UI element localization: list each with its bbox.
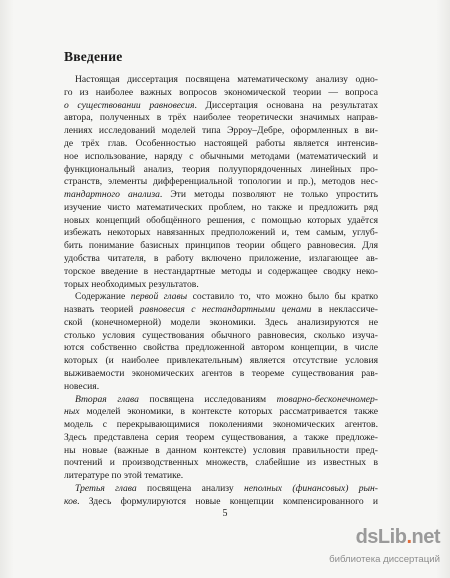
italic-text: первой главы (130, 291, 188, 303)
text-line: функциональный анализ, теория полуупорядоченных линейных про- (64, 163, 378, 175)
text-line: новесия. (64, 380, 100, 392)
text-line: Настоящая диссертация посвящена математическому анализу одно- (75, 74, 378, 85)
text-line: лениях исследований моделей типа Эрроу–Дебре, оформленных в ви- (64, 125, 378, 137)
italic-text: ков (64, 495, 78, 507)
section-heading: Введение (64, 49, 123, 64)
text-line: де трёх глав. Особенностью настоящей работы является интенсив- (64, 137, 378, 149)
text-line: выживаемости экономических агентов в теореме существования рав- (64, 367, 378, 379)
text-line (64, 496, 378, 508)
page-number: 5 (222, 508, 228, 519)
text-line: ны новые (важные в данном контексте) условия правильности пред- (64, 444, 378, 456)
italic-text: равновесия с нестандартными ценами (139, 304, 312, 315)
text-line: столько условия существования обычного равновесия, сколько изуча- (64, 329, 378, 341)
watermark-subtitle: библиотека диссертаций (329, 554, 440, 565)
dslib-watermark (330, 526, 446, 572)
italic-text: неполных (финансовых) рын- (244, 483, 378, 494)
text-line: новых концепций обобщённого решения, с помощью которых удаётся (64, 214, 378, 226)
text-line: бить понимание базисных принципов теории общего равновесия. Для (64, 240, 378, 252)
text-line: удобства читателя, в работу включено приложение, излагающее ав- (64, 252, 378, 264)
logo-dot: . (406, 526, 412, 548)
dslib-logo (356, 526, 440, 549)
text-line (64, 406, 378, 418)
text-segment: . Эти методы позволяют не только упростить (159, 189, 379, 200)
text-segment: составило то, что можно было бы кратко (187, 291, 378, 303)
text-line: торых необходимых результатов. (64, 278, 199, 290)
italic-text: о существовании равновесия (64, 99, 195, 111)
text-line: странств, элементы дифференциальной топологии и пр.), методов нес- (64, 176, 378, 188)
italic-text: Третья глава (75, 483, 137, 494)
text-line: го из наиболее важных вопросов экономической теории — вопроса (64, 86, 378, 98)
text-line (75, 483, 378, 495)
text-line (64, 304, 378, 316)
logo-tld: net (411, 526, 440, 548)
text-line: ются собственно свойства предложенной автором концепции, в числе (64, 342, 378, 354)
text-segment: Содержание (75, 291, 131, 303)
italic-text: тандартного анализа (64, 189, 160, 200)
text-segment: посвящена исследованиям (138, 393, 277, 405)
text-line: изучение чисто математических проблем, но также и предложить ряд (64, 201, 378, 213)
text-line (75, 291, 378, 303)
text-line: автора, полученных в трёх наиболее теоретически значимых направ- (64, 112, 378, 124)
text-segment: . Диссертация основана на результатах (194, 99, 378, 111)
text-line: литературе по этой тематике. (64, 470, 184, 482)
text-line: модель с перекрывающимися поколениями экономических агентов. (64, 419, 378, 431)
text-segment: . Здесь формулируются новые концепции компенсированного и (77, 495, 378, 507)
text-line: ное использование, наряду с обычными методами (математический и (64, 150, 378, 162)
italic-text: Вторая глава (75, 393, 139, 405)
text-segment: в неклассиче- (311, 304, 379, 315)
text-segment: назвать теорией (64, 304, 140, 315)
italic-text: ных (64, 406, 80, 418)
text-line: которых (и наиболее привлекательным) является отсутствие условия (64, 355, 378, 367)
text-line (64, 100, 378, 112)
text-line (75, 394, 378, 406)
text-line (64, 189, 378, 201)
text-line: избежать некоторых навязанных предположений и, тем самым, углуб- (64, 227, 378, 239)
text-line: Здесь представлена серия теорем существования, а также предложе- (64, 431, 378, 443)
text-line: ской (конечномерной) модели экономики. Здесь анализируются не (64, 316, 378, 328)
logo-main: dsLib (355, 526, 407, 548)
text-segment: посвящена анализу (136, 483, 244, 494)
text-segment: моделей экономики, в контексте которых рассматривается также (79, 406, 378, 418)
italic-text: товарно-бесконечномер- (276, 393, 378, 405)
text-line: почтений и производственных множеств, слабейшие из известных в (64, 457, 378, 469)
text-line: торское введение в нестандартные методы и содержащее сводку неко- (64, 265, 378, 277)
